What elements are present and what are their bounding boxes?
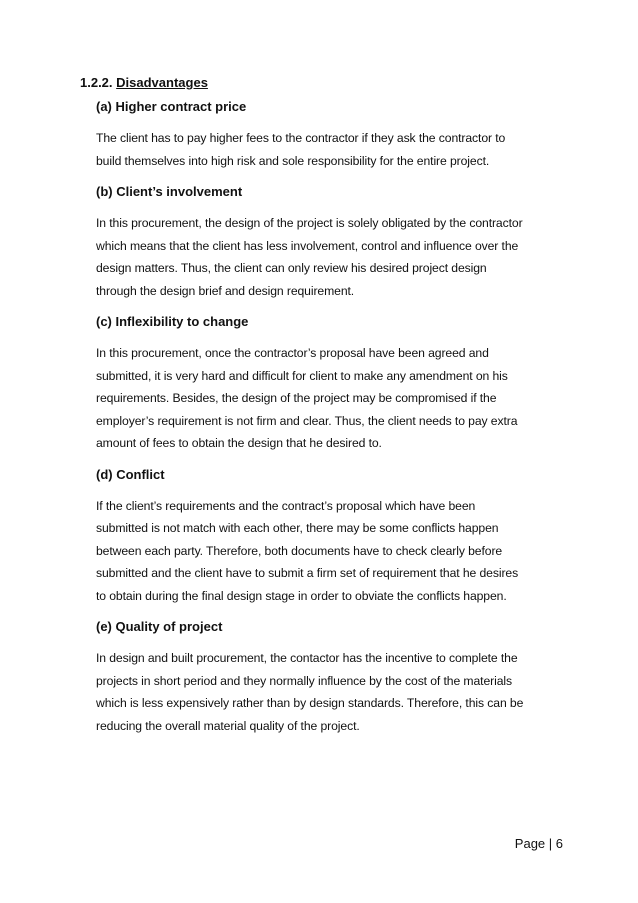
- paragraph-line: which is less expensively rather than by design standards. Therefore, this can be: [96, 696, 524, 710]
- subsection-heading: (a) Higher contract price: [96, 99, 247, 114]
- subsection-paragraph: [96, 495, 576, 608]
- paragraph-line: projects in short period and they normally influence by the cost of the materials: [96, 673, 512, 688]
- subsection-paragraph: [96, 212, 576, 302]
- paragraph-line: In this procurement, once the contractor’s proposal have been agreed and: [96, 346, 489, 360]
- paragraph-line: between each party. Therefore, both documents have to check clearly before: [96, 543, 503, 558]
- paragraph-line: through the design brief and design requirement.: [96, 283, 355, 298]
- subsection-paragraph: [96, 647, 576, 737]
- paragraph-line: The client has to pay higher fees to the contractor if they ask the contractor to: [96, 131, 506, 145]
- paragraph-line: If the client’s requirements and the contract’s proposal which have been: [96, 498, 476, 513]
- paragraph-line: which means that the client has less involvement, control and influence over the: [96, 238, 519, 253]
- page-number: Page | 6: [514, 836, 563, 851]
- paragraph-line: requirements. Besides, the design of the project may be compromised if the: [96, 391, 497, 405]
- paragraph-line: to obtain during the final design stage in order to obviate the conflicts happen.: [96, 588, 507, 603]
- subsection-paragraph: [96, 342, 576, 455]
- subsection-paragraph: [96, 127, 576, 172]
- subsection-heading: (c) Inflexibility to change: [96, 314, 249, 329]
- paragraph-line: amount of fees to obtain the design that he desired to.: [96, 436, 382, 450]
- subsection-heading: (b) Client’s involvement: [96, 184, 243, 199]
- document-body: [96, 97, 576, 747]
- paragraph-line: submitted and the client have to submit a firm set of requirement that he desires: [96, 566, 519, 580]
- paragraph-line: submitted is not match with each other, there may be some conflicts happen: [96, 521, 499, 535]
- paragraph-line: build themselves into high risk and sole responsibility for the entire project.: [96, 153, 490, 168]
- paragraph-line: reducing the overall material quality of the project.: [96, 718, 360, 733]
- subsection-heading: (e) Quality of project: [96, 619, 223, 634]
- paragraph-line: In this procurement, the design of the project is solely obligated by the contractor: [96, 216, 523, 230]
- paragraph-line: employer’s requirement is not firm and clear. Thus, the client needs to pay extra: [96, 413, 518, 428]
- section-title: Disadvantages: [116, 75, 208, 90]
- paragraph-line: submitted, it is very hard and difficult for client to make any amendment on his: [96, 368, 508, 383]
- paragraph-line: design matters. Thus, the client can only review his desired project design: [96, 261, 487, 275]
- paragraph-line: In design and built procurement, the contactor has the incentive to complete the: [96, 651, 518, 665]
- section-number: 1.2.2.: [80, 75, 113, 90]
- section-heading: [80, 75, 208, 90]
- subsection-heading: (d) Conflict: [96, 466, 165, 482]
